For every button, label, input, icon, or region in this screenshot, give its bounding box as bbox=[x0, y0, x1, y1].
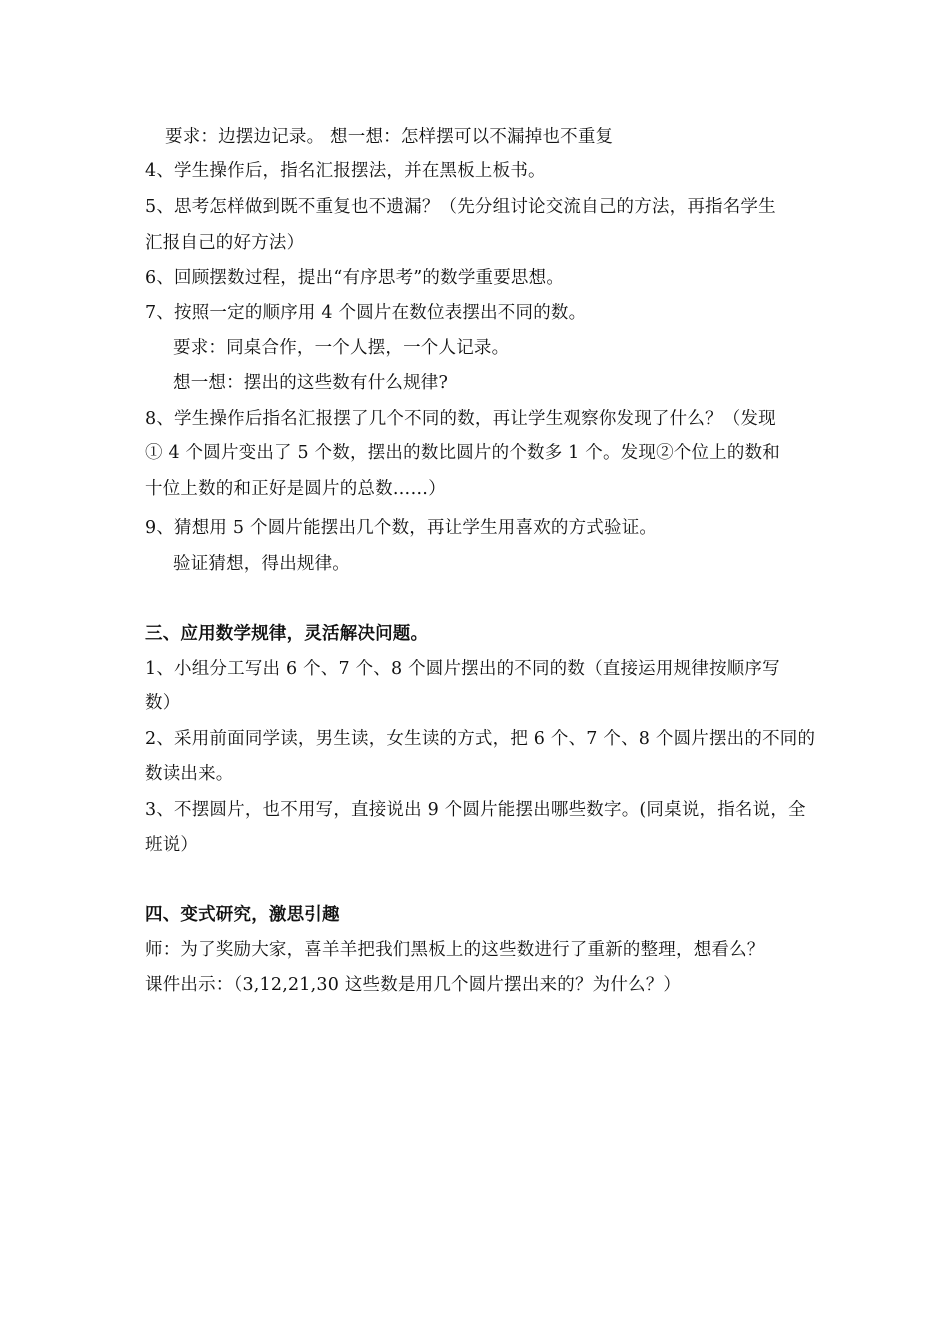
text-line: 6、回顾摆数过程，提出“有序思考”的数学重要思想。 bbox=[145, 268, 565, 288]
text-line: 3、不摆圆片，也不用写，直接说出 9 个圆片能摆出哪些数字。(同桌说，指名说，全 bbox=[145, 800, 806, 820]
text-line: 4、学生操作后，指名汇报摆法，并在黑板上板书。 bbox=[145, 161, 546, 181]
text-line: 要求：边摆边记录。 想一想：怎样摆可以不漏掉也不重复 bbox=[165, 127, 614, 147]
text-line: 汇报自己的好方法） bbox=[145, 233, 305, 253]
text-line: 想一想：摆出的这些数有什么规律? bbox=[173, 373, 449, 393]
text-line: 班说） bbox=[145, 835, 199, 855]
text-line: 9、猜想用 5 个圆片能摆出几个数，再让学生用喜欢的方式验证。 bbox=[145, 518, 658, 538]
text-line: 8、学生操作后指名汇报摆了几个不同的数，再让学生观察你发现了什么？（发现 bbox=[145, 409, 776, 429]
text-line: 5、思考怎样做到既不重复也不遗漏？（先分组讨论交流自己的方法，再指名学生 bbox=[145, 197, 776, 217]
text-line: ① 4 个圆片变出了 5 个数，摆出的数比圆片的个数多 1 个。发现②个位上的数和 bbox=[145, 443, 780, 463]
text-line: 7、按照一定的顺序用 4 个圆片在数位表摆出不同的数。 bbox=[145, 303, 587, 323]
text-line: 要求：同桌合作，一个人摆，一个人记录。 bbox=[173, 338, 510, 358]
section-heading: 三、应用数学规律，灵活解决问题。 bbox=[145, 624, 429, 644]
text-line: 课件出示：（3,12,21,30 这些数是用几个圆片摆出来的？为什么？） bbox=[145, 975, 682, 995]
text-line: 十位上数的和正好是圆片的总数……） bbox=[145, 479, 446, 499]
section-heading: 四、变式研究，激思引趣 bbox=[145, 905, 340, 925]
text-line: 师：为了奖励大家，喜羊羊把我们黑板上的这些数进行了重新的整理，想看么？ bbox=[145, 940, 765, 960]
text-line: 1、小组分工写出 6 个、7 个、8 个圆片摆出的不同的数（直接运用规律按顺序写 bbox=[145, 659, 780, 679]
text-line: 2、采用前面同学读，男生读，女生读的方式，把 6 个、7 个、8 个圆片摆出的不同的 bbox=[145, 729, 816, 749]
text-line: 验证猜想，得出规律。 bbox=[173, 554, 350, 574]
text-line: 数读出来。 bbox=[145, 764, 234, 784]
text-line: 数） bbox=[145, 693, 181, 713]
